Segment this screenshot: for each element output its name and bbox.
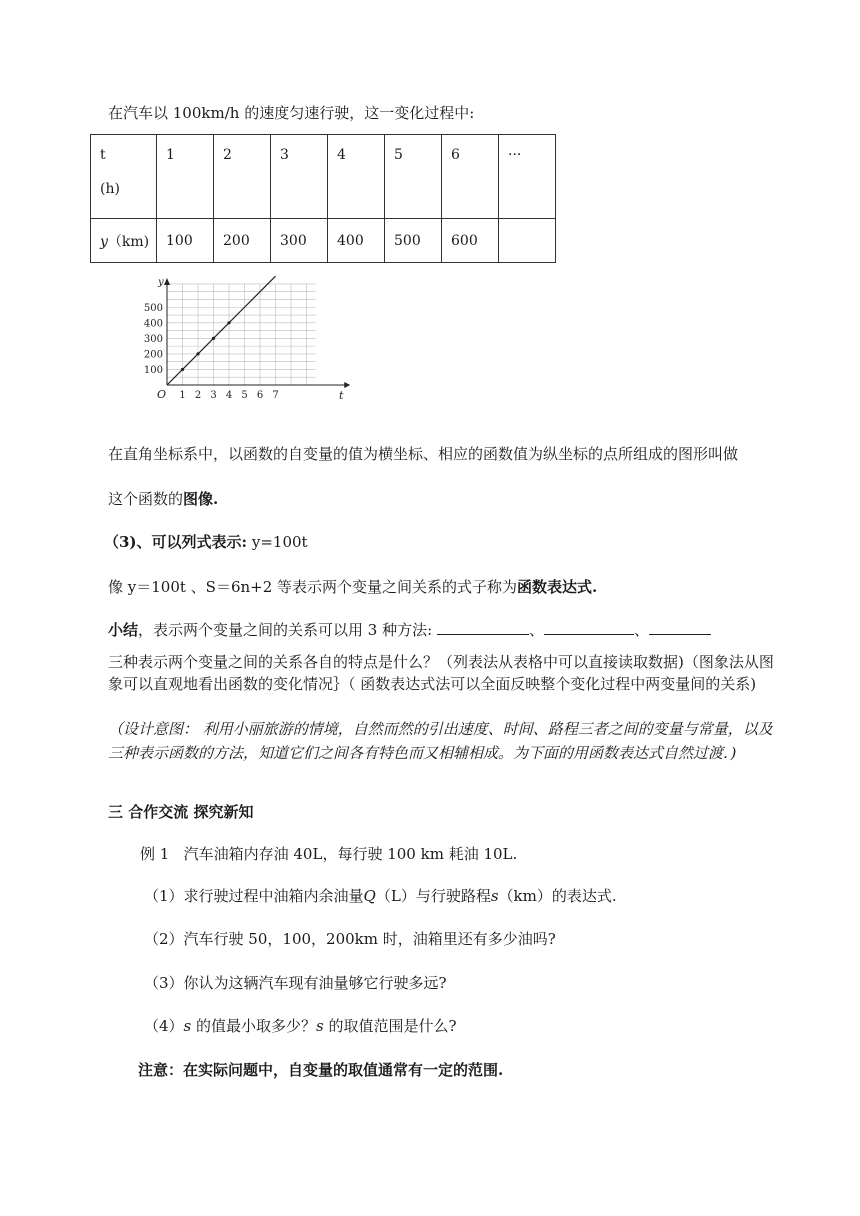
- data-point: [212, 337, 215, 340]
- question-1: [144, 886, 617, 906]
- separator: 、: [528, 621, 544, 639]
- table-row: [91, 135, 556, 219]
- y-axis-arrow: [164, 278, 170, 285]
- q1-text: （km）的表达式.: [498, 887, 617, 905]
- item3-line: [104, 532, 308, 552]
- y-tick-label: 100: [143, 364, 163, 376]
- item3-label: （3)、可以列式表示:: [104, 533, 248, 551]
- note-line: 注意：在实际问题中，自变量的取值通常有一定的范围.: [138, 1061, 504, 1079]
- table-cell: 5: [385, 135, 442, 219]
- q4-text: 的取值范围是什么?: [323, 1017, 457, 1035]
- table-cell-y-head: [91, 219, 157, 263]
- y-tick-label: 200: [143, 349, 163, 361]
- q4-text: （4）: [144, 1017, 184, 1035]
- x-tick-label: 7: [272, 390, 279, 401]
- table-cell: 400: [328, 219, 385, 263]
- summary-text: ，表示两个变量之间的关系可以用 3 种方法:: [138, 621, 433, 639]
- y-tick-label: 500: [143, 302, 163, 314]
- q1-var-s: s: [490, 887, 499, 905]
- answer-blank-2[interactable]: [544, 620, 634, 635]
- q4-text: 的值最小取多少？: [191, 1017, 317, 1035]
- traits-paragraph: 三种表示两个变量之间的关系各自的特点是什么？（列表法从表格中可以直接读取数据)（图象法从图象可以直观地看出函数的变化情况｝（ 函数表达式法可以全面反映整个变化过程中两变量间的关系): [108, 653, 774, 693]
- q1-var-q: Q: [363, 887, 376, 905]
- question-3: （3）你认为这辆汽车现有油量够它行驶多远?: [144, 974, 447, 992]
- y-label: y: [100, 233, 108, 250]
- table-cell: 100: [157, 219, 214, 263]
- table-cell-t-head: [91, 135, 157, 219]
- x-tick-label: 6: [256, 390, 264, 401]
- data-point: [196, 352, 199, 355]
- function-graph: [140, 276, 350, 406]
- table-cell: 6: [442, 135, 499, 219]
- x-tick-label: 3: [210, 390, 217, 401]
- table-cell: 600: [442, 219, 499, 263]
- definition-term: 图像.: [183, 490, 219, 508]
- y-unit: （km): [107, 233, 150, 250]
- table-cell: 4: [328, 135, 385, 219]
- data-table: [90, 134, 556, 263]
- design-intent-paragraph: （设计意图： 利用小丽旅游的情境，自然而然的引出速度、时间、路程三者之间的变量与常量，以及三种表示函数的方法，知道它们之间各有特色而又相辅相成。为下面的用函数表达式自然过渡．): [108, 720, 773, 762]
- answer-blank-1[interactable]: [437, 620, 529, 635]
- question-2: （2）汽车行驶 50，100，200km 时，油箱里还有多少油吗?: [144, 930, 556, 948]
- expression-text: 像 y＝100t 、S＝6n+2 等表示两个变量之间关系的式子称为: [108, 578, 518, 596]
- t-unit: (h): [100, 181, 120, 197]
- x-tick-label: 2: [194, 390, 202, 401]
- expression-line: [108, 577, 597, 597]
- summary-label: 小结: [108, 621, 139, 639]
- answer-blank-3[interactable]: [649, 620, 711, 635]
- summary-line: [108, 620, 711, 640]
- x-tick-label: 4: [225, 390, 233, 401]
- section-heading: 三 合作交流 探究新知: [108, 803, 254, 821]
- q4-var-s: s: [316, 1017, 324, 1035]
- data-point: [181, 368, 184, 371]
- table-cell: 300: [271, 219, 328, 263]
- x-axis-arrow: [344, 382, 350, 388]
- definition-text: 这个函数的: [108, 490, 184, 508]
- table-cell: 1: [157, 135, 214, 219]
- table-cell: [499, 219, 556, 263]
- expression-term: 函数表达式.: [517, 578, 598, 596]
- table-cell: 3: [271, 135, 328, 219]
- table-cell: 2: [214, 135, 271, 219]
- separator: 、: [633, 621, 649, 639]
- table-cell: ···: [499, 135, 556, 219]
- t-label: t: [100, 147, 106, 163]
- q1-text: （L）与行驶路程: [375, 887, 491, 905]
- y-tick-label: 300: [143, 333, 163, 345]
- question-4: [144, 1016, 457, 1036]
- example-text: 汽车油箱内存油 40L，每行驶 100 km 耗油 10L.: [183, 845, 518, 863]
- table-cell: 200: [214, 219, 271, 263]
- origin-label: O: [157, 388, 167, 401]
- y-tick-label: 400: [143, 318, 163, 330]
- definition-line1: 在直角坐标系中，以函数的自变量的值为横坐标、相应的函数值为纵坐标的点所组成的图形叫做: [108, 445, 739, 463]
- example-line: [140, 844, 517, 864]
- example-label: 例 1: [140, 845, 170, 863]
- data-point: [227, 321, 230, 324]
- x-axis-label: t: [339, 389, 344, 402]
- intro-text: 在汽车以 100km/h 的速度匀速行驶，这一变化过程中:: [108, 104, 475, 122]
- q4-var-s: s: [183, 1017, 192, 1035]
- definition-line2: [108, 489, 218, 509]
- item3-formula: y=100t: [251, 533, 308, 551]
- y-axis-label: y: [158, 277, 164, 288]
- table-cell: 500: [385, 219, 442, 263]
- q1-text: （1）求行驶过程中油箱内余油量: [144, 887, 364, 905]
- table-row: [91, 219, 556, 263]
- x-tick-label: 5: [241, 390, 248, 401]
- x-tick-label: 1: [179, 390, 186, 401]
